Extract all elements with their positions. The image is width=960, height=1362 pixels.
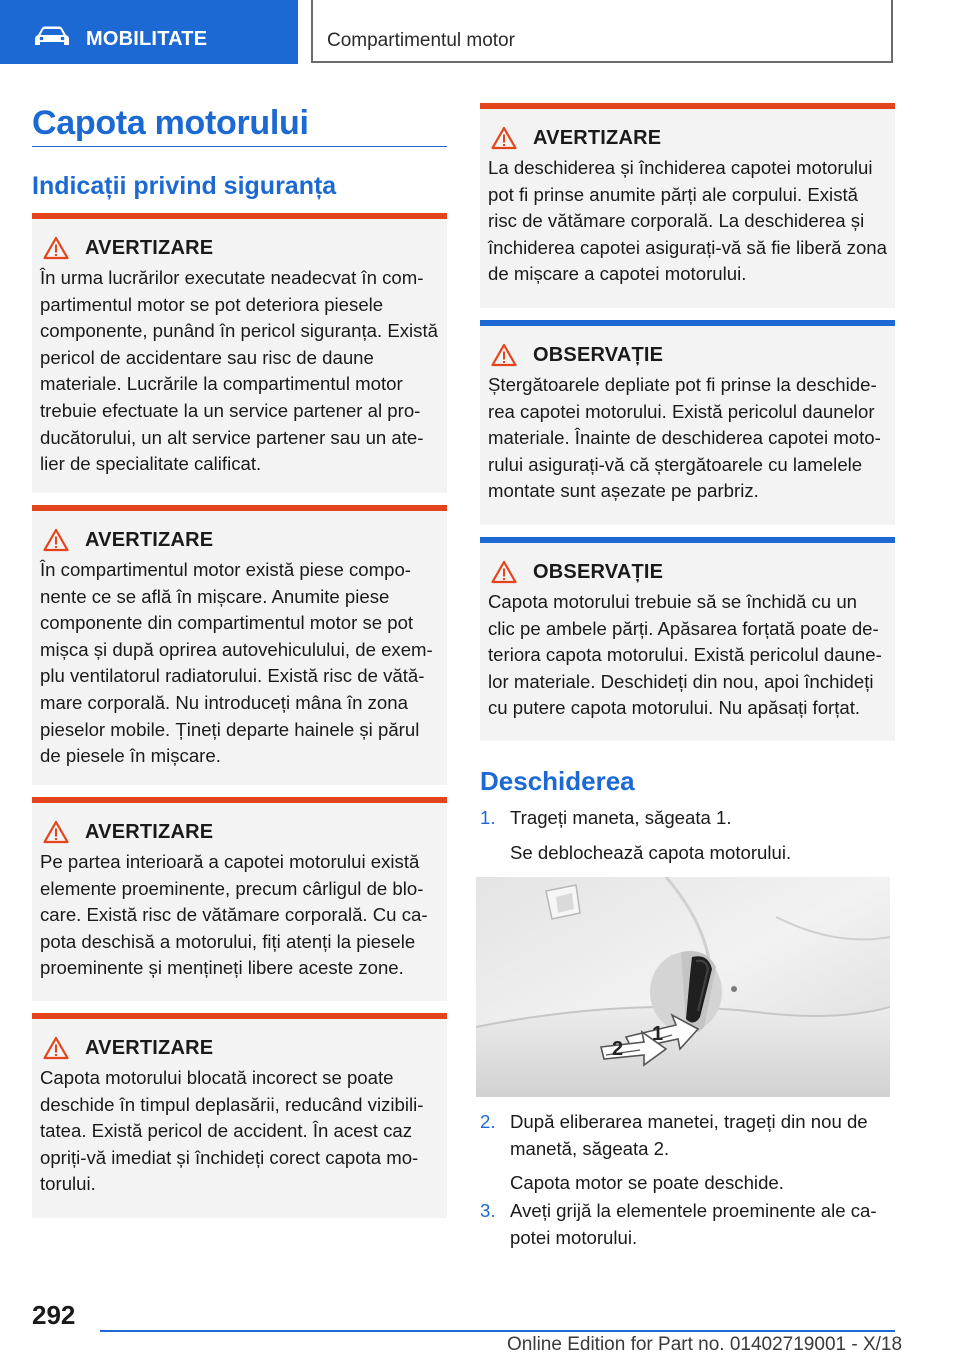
- notice-keyword: OBSERVAȚIE: [533, 560, 664, 583]
- warning-triangle-icon: [43, 528, 69, 552]
- warning-box: [32, 797, 447, 1001]
- step-item: [480, 1198, 895, 1251]
- notice-text: Ștergătoarele depliate pot fi prinse la deschide-rea capotei motorului. Există pericolul daunelor materiale. Înainte de deschiderea capotei moto-rului asigurați-vă că ștergătoarele cu lamelele montate sunt așezate pe parbriz.: [488, 374, 881, 502]
- notice-box: [480, 537, 895, 741]
- notice-box: [480, 320, 895, 525]
- step-result: Capota motor se poate deschide.: [510, 1172, 784, 1194]
- warning-box: [32, 213, 447, 493]
- step-number: 3.: [480, 1200, 496, 1221]
- hood-release-lever-illustration: [476, 877, 890, 1097]
- warning-keyword: AVERTIZARE: [85, 820, 214, 843]
- page-number: 292: [32, 1300, 76, 1330]
- warning-keyword: AVERTIZARE: [85, 236, 214, 259]
- arrow-label-1: 1: [652, 1023, 664, 1045]
- notice-keyword: OBSERVAȚIE: [533, 343, 664, 366]
- warning-box: [480, 103, 895, 308]
- warning-text: Capota motorului blocată incorect se poate deschide în timpul deplasării, reducând vizibili-tatea. Există pericol de accident. În acest caz opriți-vă imediat și închideți corect capota mo-torului.: [40, 1067, 424, 1195]
- warning-triangle-icon: [491, 126, 517, 150]
- warning-triangle-icon: [43, 1036, 69, 1060]
- warning-text: În compartimentul motor există piese compo-nente ce se află în mișcare. Anumite piese componente din compartimentul motor se pot mișca și după oprirea autovehiculului, de exem-plu ventilatorul radiatorului. Există risc de vătă-mare corporală. Nu introduceți mâna în zona pieselor mobile. Țineți departe hainele și părul de piesele în mișcare.: [40, 559, 433, 767]
- notice-text: Capota motorului trebuie să se închidă cu un clic pe ambele părți. Apăsarea forțată poate de-teriora capota motorului. Există pericolul daune-lor materiale. Deschideți din nou, apoi închideți cu putere capota motorului. Nu apăsați forțat.: [488, 591, 882, 719]
- page-title: Capota motorului: [32, 104, 309, 142]
- step-item: [480, 1109, 895, 1197]
- warning-text: La deschiderea și închiderea capotei motorului pot fi prinse anumite părți ale corpului. Există risc de vătămare corporală. La deschiderea și închiderea capotei asigurați-vă să fie liberă zona de mișcare a capotei motorului.: [488, 157, 887, 285]
- chapter-header: [311, 0, 893, 63]
- page-subtitle: Indicații privind siguranța: [32, 172, 337, 200]
- notice-triangle-icon: [491, 343, 517, 367]
- arrow-label-2: 2: [612, 1038, 624, 1060]
- warning-text: În urma lucrărilor executate neadecvat în com-partimentul motor se pot deteriora piesele componente, punând în pericol siguranța. Există pericol de accidentare sau risc de daune materiale. Lucrările la compartimentul motor trebuie efectuate la un service partener al pro-ducătorului, un alt service partener sau un ate-lier de specialitate calificat.: [40, 267, 438, 475]
- warning-keyword: AVERTIZARE: [533, 126, 662, 149]
- step-number: 2.: [480, 1111, 496, 1132]
- step-text: Trageți maneta, săgeata 1.: [510, 807, 732, 828]
- chapter-label: Compartimentul motor: [327, 30, 515, 51]
- warning-triangle-icon: [43, 236, 69, 260]
- warning-keyword: AVERTIZARE: [85, 528, 214, 551]
- warning-keyword: AVERTIZARE: [85, 1036, 214, 1059]
- warning-triangle-icon: [43, 820, 69, 844]
- footer-edition-text: Online Edition for Part no. 01402719001 - X/18: [507, 1334, 903, 1355]
- hood-release-lever-figure: [476, 877, 890, 1097]
- footer-divider: [100, 1330, 895, 1332]
- warning-box: [32, 1013, 447, 1218]
- title-divider: [32, 146, 447, 147]
- warning-text: Pe partea interioară a capotei motorului există elemente proeminente, precum cârligul de blo-care. Există risc de vătămare corporală. Cu ca-pota deschisă a motorului, fiți atenți la piesele proeminente și mențineți libere aceste zone.: [40, 851, 428, 979]
- step-item: [480, 805, 895, 866]
- step-text: Aveți grijă la elementele proeminente ale ca-potei motorului.: [510, 1200, 877, 1248]
- section-heading-opening: Deschiderea: [480, 766, 635, 796]
- step-number: 1.: [480, 807, 496, 828]
- warning-box: [32, 505, 447, 785]
- section-label: MOBILITATE: [86, 28, 208, 50]
- car-icon: [34, 26, 70, 48]
- step-result: Se deblochează capota motorului.: [510, 841, 792, 863]
- notice-triangle-icon: [491, 560, 517, 584]
- step-text: După eliberarea manetei, trageți din nou de manetă, săgeata 2.: [510, 1111, 868, 1159]
- section-tab[interactable]: [0, 0, 298, 64]
